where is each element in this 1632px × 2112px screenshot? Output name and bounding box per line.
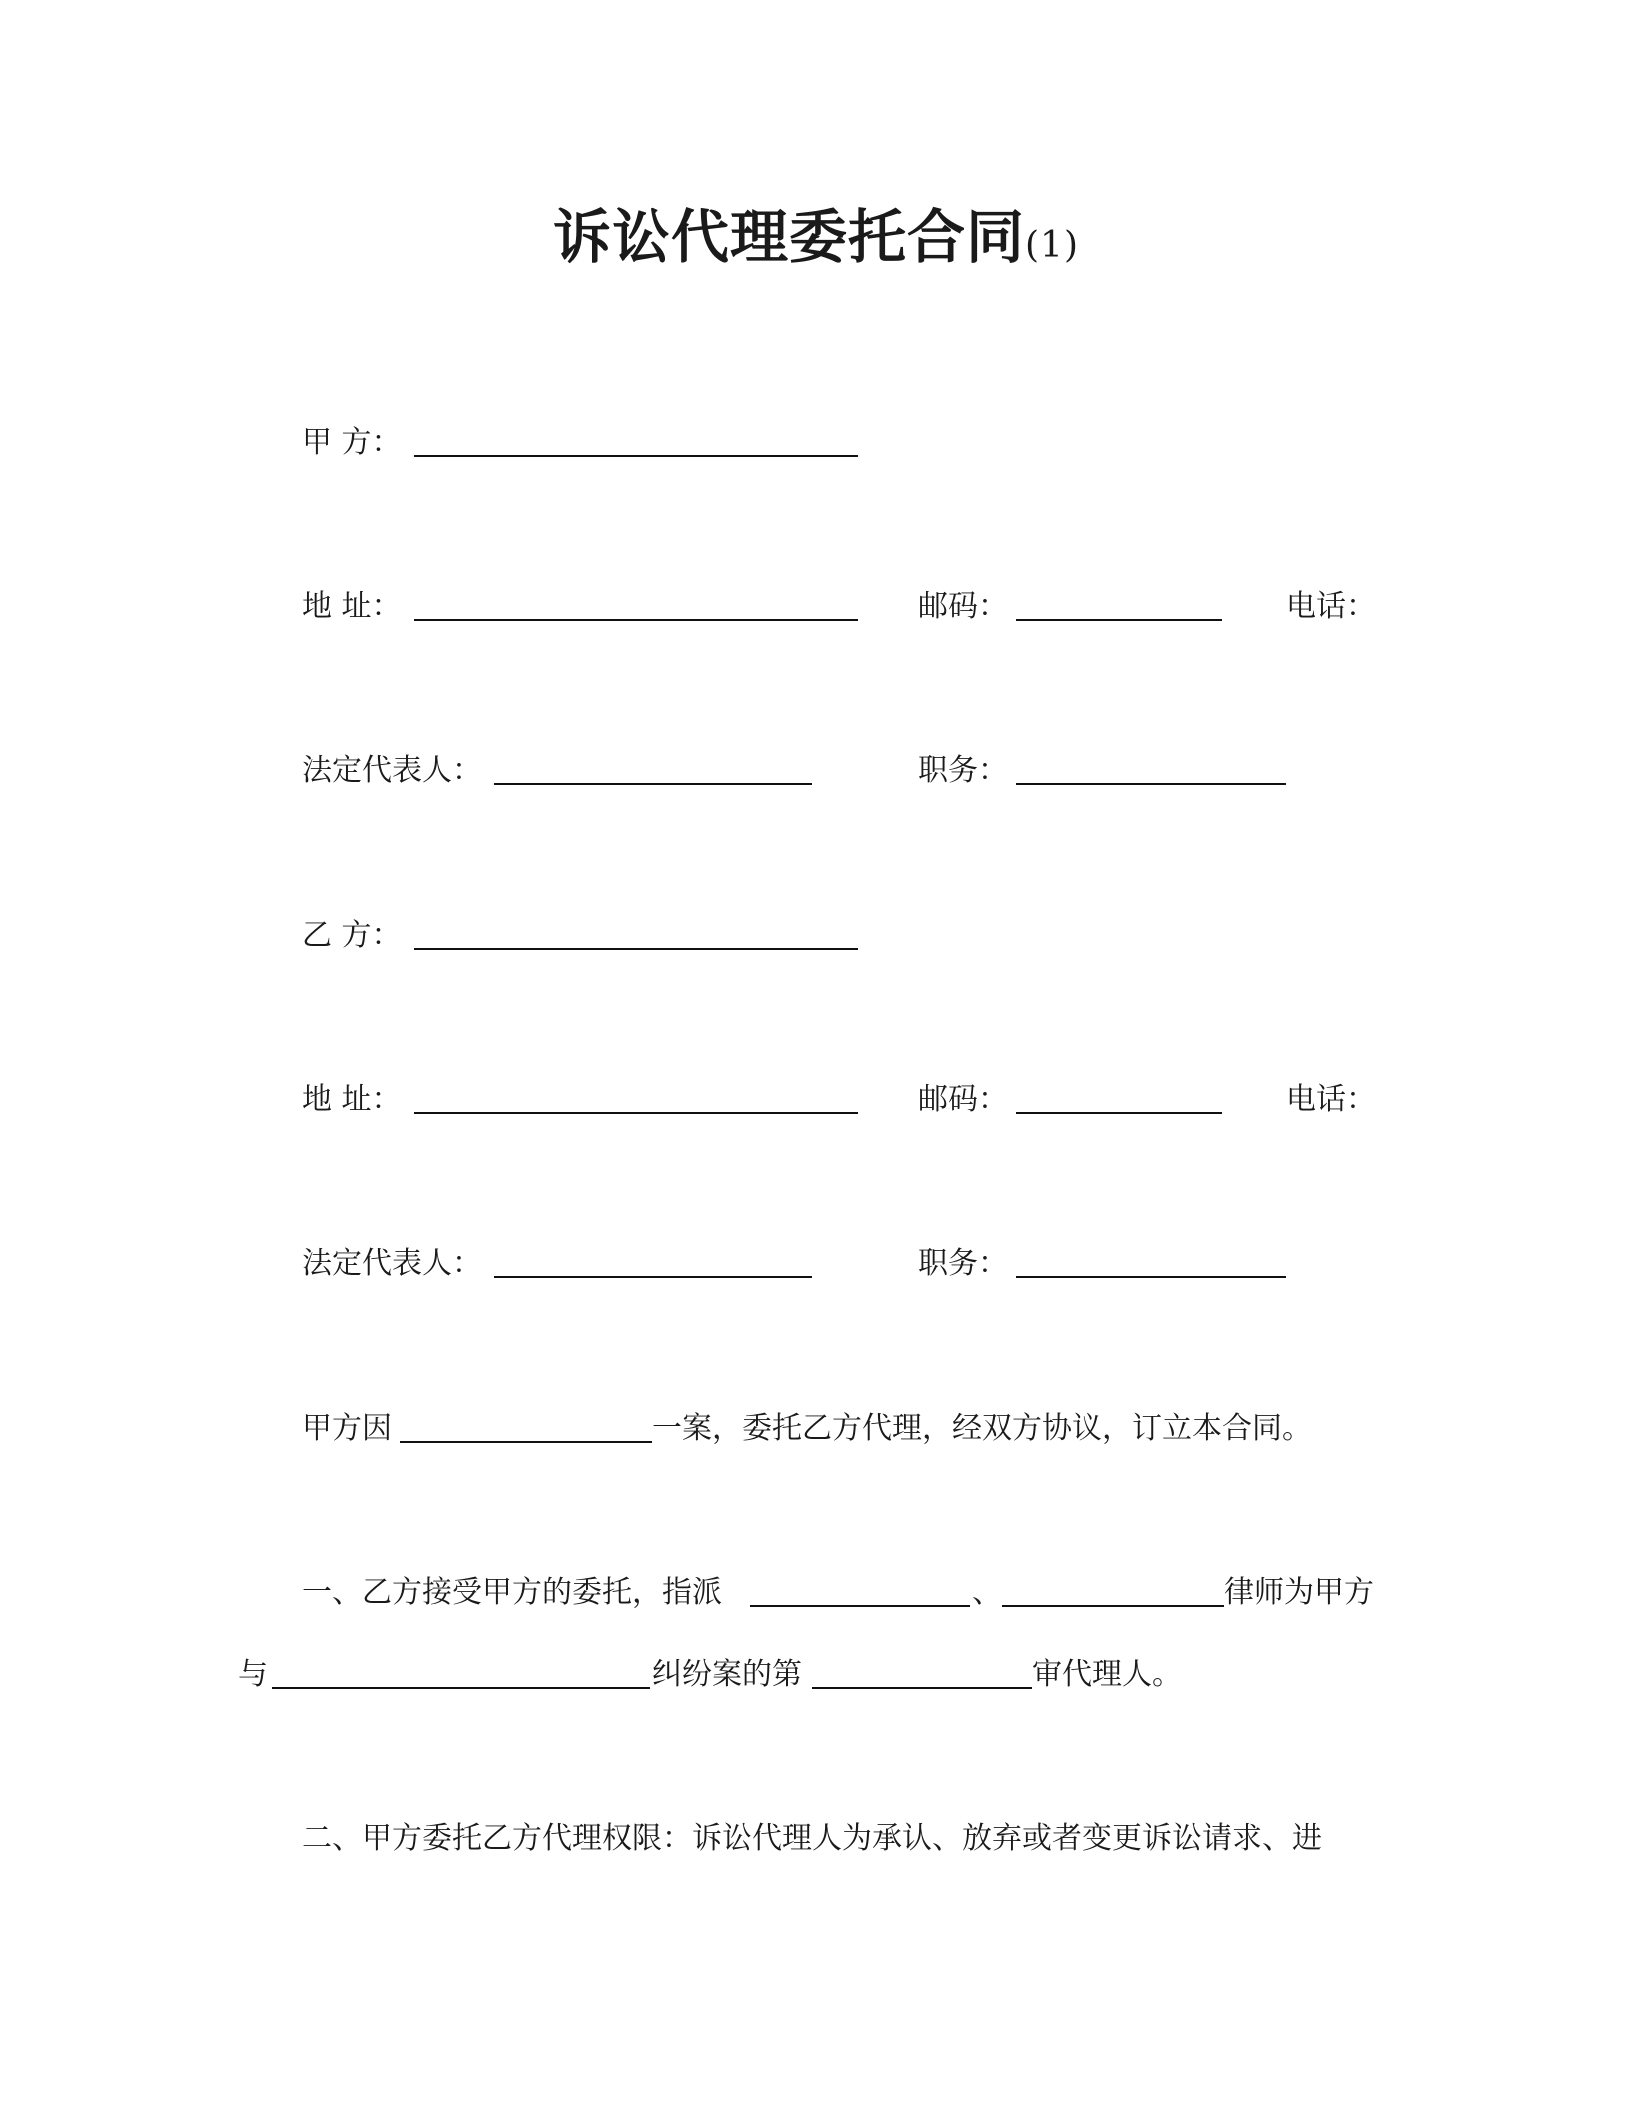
party-a-position-field[interactable] — [1016, 783, 1286, 785]
party-a-legal-rep-label: 法定代表人： — [302, 753, 482, 788]
party-a-address-label: 地 址： — [302, 589, 402, 624]
party-b-address-field[interactable] — [414, 1112, 858, 1114]
clause1-line2-start: 与 — [238, 1657, 268, 1692]
clause1-separator: 、 — [972, 1575, 1002, 1610]
party-a-name-label: 甲 方： — [302, 425, 402, 460]
party-a-phone-label: 电话： — [1286, 589, 1376, 624]
clause1-line2-mid: 纠纷案的第 — [652, 1657, 802, 1692]
party-a-postcode-label: 邮码： — [918, 589, 1008, 624]
party-a-name-field[interactable] — [414, 455, 858, 457]
party-a-legal-rep-field[interactable] — [494, 783, 812, 785]
party-b-name-field[interactable] — [414, 948, 858, 950]
clause1-line2-end: 审代理人。 — [1032, 1657, 1182, 1692]
preamble-text-after: 一案，委托乙方代理，经双方协议，订立本合同。 — [652, 1411, 1312, 1446]
title-suffix: (1) — [1025, 225, 1079, 266]
party-b-address-label: 地 址： — [302, 1082, 402, 1117]
party-b-legal-rep-field[interactable] — [494, 1276, 812, 1278]
opponent-field[interactable] — [272, 1687, 650, 1689]
clause1-text-part2: 律师为甲方 — [1224, 1575, 1374, 1610]
party-b-postcode-label: 邮码： — [918, 1082, 1008, 1117]
party-b-position-label: 职务： — [918, 1246, 1008, 1281]
party-b-name-label: 乙 方： — [302, 918, 402, 953]
party-a-postcode-field[interactable] — [1016, 619, 1222, 621]
page-title — [0, 190, 1632, 274]
party-a-position-label: 职务： — [918, 753, 1008, 788]
trial-instance-field[interactable] — [812, 1687, 1032, 1689]
party-b-postcode-field[interactable] — [1016, 1112, 1222, 1114]
party-b-position-field[interactable] — [1016, 1276, 1286, 1278]
party-a-address-field[interactable] — [414, 619, 858, 621]
clause1-text-part1: 一、乙方接受甲方的委托，指派 — [302, 1575, 722, 1610]
title-text: 诉讼代理委托合同 — [552, 203, 1025, 271]
clause2-text: 二、甲方委托乙方代理权限：诉讼代理人为承认、放弃或者变更诉讼请求、进 — [302, 1821, 1322, 1856]
party-b-legal-rep-label: 法定代表人： — [302, 1246, 482, 1281]
preamble-text-before: 甲方因 — [302, 1411, 392, 1446]
lawyer1-field[interactable] — [750, 1605, 970, 1607]
party-b-phone-label: 电话： — [1286, 1082, 1376, 1117]
case-name-field[interactable] — [400, 1441, 652, 1443]
lawyer2-field[interactable] — [1002, 1605, 1224, 1607]
